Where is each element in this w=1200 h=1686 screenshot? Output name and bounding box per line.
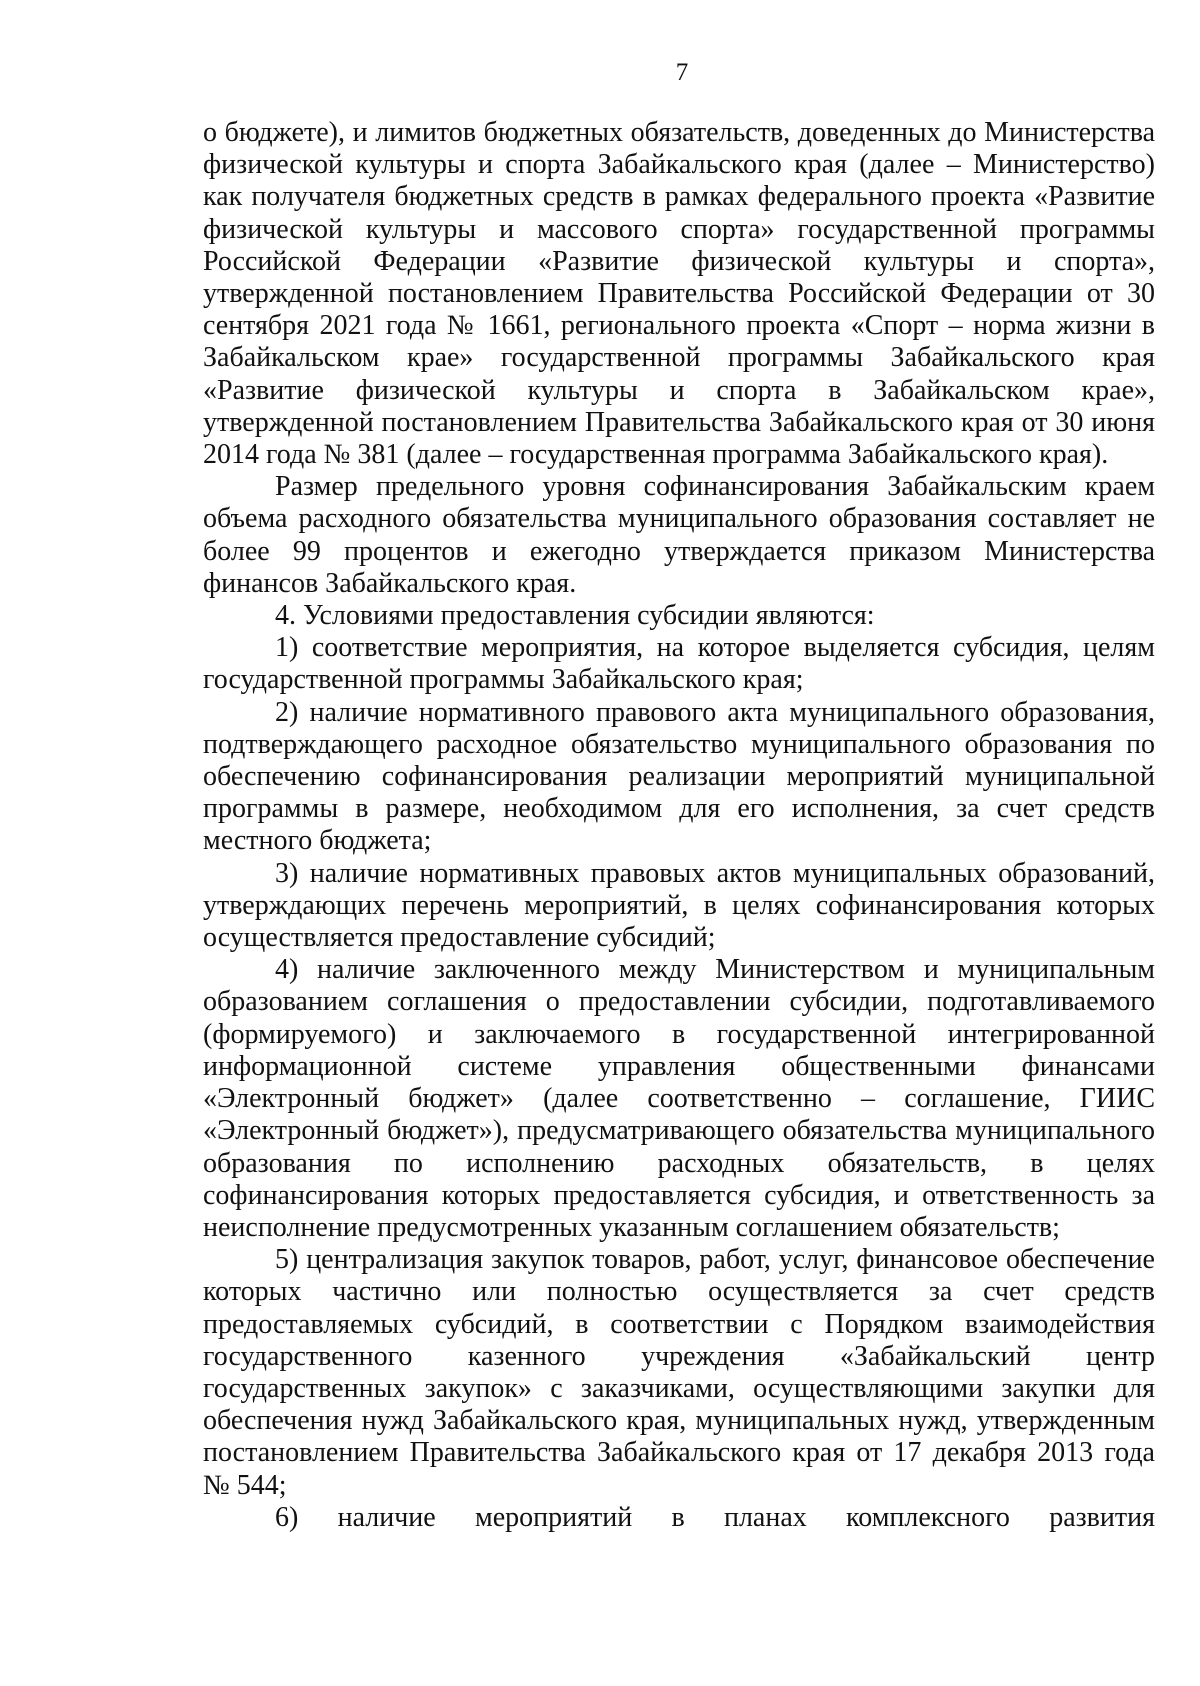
list-item-condition-4: 4) наличие заключенного между Министерством и муниципальным образованием соглашения о предоставлении субсидии, подготавливаемого (формируемого) и заключаемого в государственной интегрированной информационной системе управления общественными финансами «Электронный бюджет» (далее соответственно – соглашение, ГИИС «Электронный бюджет»), предусматривающего обязательства муниципального образования по исполнению расходных обязательств, в целях софинансирования которых предоставляется субсидия, и ответственность за неисполнение предусмотренных указанным соглашением обязательств;	[203, 954, 1155, 1243]
paragraph-conditions-heading: 4. Условиями предоставления субсидии являются:	[275, 600, 875, 632]
list-item-condition-2: 2) наличие нормативного правового акта муниципального образования, подтверждающего расходное обязательство муниципального образования по обеспечению софинансирования реализации мероприятий муниципальной программы в размере, необходимом для его исполнения, за счет средств местного бюджета;	[203, 696, 1155, 857]
document-body	[203, 117, 1155, 1534]
list-item-condition-3: 3) наличие нормативных правовых актов муниципальных образований, утверждающих перечень мероприятий, в целях софинансирования которых осуществляется предоставление субсидий;	[203, 857, 1155, 954]
paragraph-continuation: о бюджете), и лимитов бюджетных обязательств, доведенных до Министерства физической культуры и спорта Забайкальского края (далее – Министерство) как получателя бюджетных средств в рамках федерального проекта «Развитие физической культуры и массового спорта» государственной программы Российской Федерации «Развитие физической культуры и спорта», утвержденной постановлением Правительства Российской Федерации от 30 сентября 2021 года № 1661, регионального проекта «Спорт – норма жизни в Забайкальском крае» государственной программы Забайкальского края «Развитие физической культуры и спорта в Забайкальском крае», утвержденной постановлением Правительства Забайкальского края от 30 июня 2014 года № 381 (далее – государственная программа Забайкальского края).	[203, 117, 1155, 471]
list-item-condition-6: 6) наличие мероприятий в планах комплексного развития	[275, 1501, 1155, 1533]
paragraph-cofinancing-limit: Размер предельного уровня софинансирования Забайкальским краем объема расходного обязательства муниципального образования составляет не более 99 процентов и ежегодно утверждается приказом Министерства финансов Забайкальского края.	[203, 471, 1155, 599]
list-item-condition-1: 1) соответствие мероприятия, на которое выделяется субсидия, целям государственной программы Забайкальского края;	[203, 632, 1155, 696]
page-number: 7	[675, 59, 689, 86]
list-item-condition-5: 5) централизация закупок товаров, работ, услуг, финансовое обеспечение которых частично или полностью осуществляется за счет средств предоставляемых субсидий, в соответствии с Порядком взаимодействия государственного казенного учреждения «Забайкальский центр государственных закупок» с заказчиками, осуществляющими закупки для обеспечения нужд Забайкальского края, муниципальных нужд, утвержденным постановлением Правительства Забайкальского края от 17 декабря 2013 года № 544;	[203, 1244, 1155, 1501]
